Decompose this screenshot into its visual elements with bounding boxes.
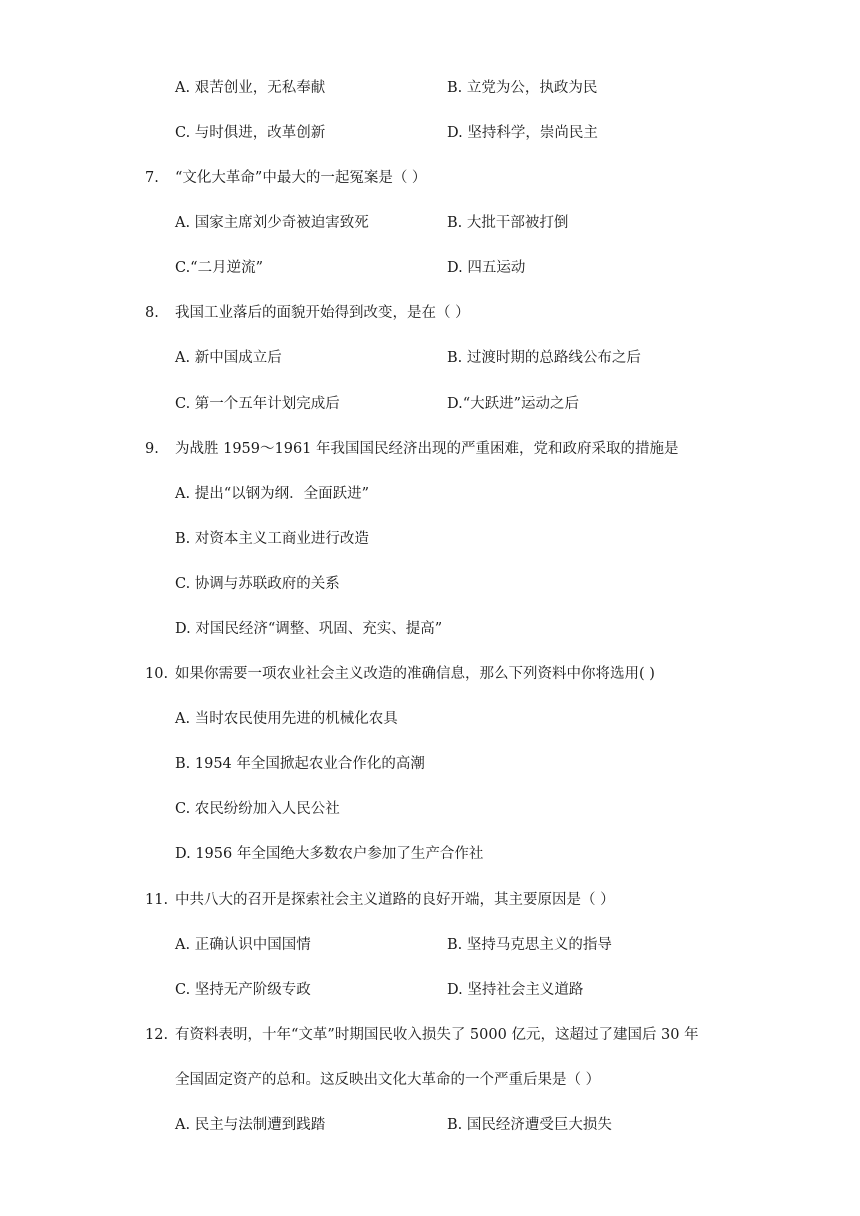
q6-option-b: B. 立党为公，执政为民 <box>447 80 598 96</box>
q7-number: 7. <box>145 170 159 186</box>
q6-option-a: A. 艰苦创业，无私奉献 <box>175 80 326 96</box>
q10-option-b: B. 1954 年全国掀起农业合作化的高潮 <box>175 756 425 772</box>
q11-stem: 中共八大的召开是探索社会主义道路的良好开端，其主要原因是（ ） <box>175 892 615 908</box>
q10-option-c: C. 农民纷纷加入人民公社 <box>175 801 340 817</box>
q8-option-c: C. 第一个五年计划完成后 <box>175 396 340 412</box>
q11-number: 11. <box>145 892 169 908</box>
q11-option-a: A. 正确认识中国国情 <box>175 937 311 953</box>
q8-option-a: A. 新中国成立后 <box>175 350 282 366</box>
q10-option-d: D. 1956 年全国绝大多数农户参加了生产合作社 <box>175 846 484 862</box>
q11-option-b: B. 坚持马克思主义的指导 <box>447 937 612 953</box>
q12-number: 12. <box>145 1027 169 1043</box>
q6-option-d: D. 坚持科学，崇尚民主 <box>447 125 598 141</box>
q7-option-a: A. 国家主席刘少奇被迫害致死 <box>175 215 369 231</box>
q7-stem: “文化大革命”中最大的一起冤案是（ ） <box>175 170 427 186</box>
q10-option-a: A. 当时农民使用先进的机械化农具 <box>175 711 398 727</box>
q12-option-a: A. 民主与法制遭到践踏 <box>175 1117 326 1133</box>
q7-option-d: D. 四五运动 <box>447 260 526 276</box>
q8-number: 8. <box>145 305 159 321</box>
q7-option-c: C.“二月逆流” <box>175 260 264 276</box>
q9-option-a: A. 提出“以钢为纲．全面跃进” <box>175 486 370 502</box>
q11-option-d: D. 坚持社会主义道路 <box>447 982 584 998</box>
q12-stem-line-2: 全国固定资产的总和。这反映出文化大革命的一个严重后果是（ ） <box>175 1072 601 1088</box>
q8-stem: 我国工业落后的面貌开始得到改变，是在（ ） <box>175 305 470 321</box>
q12-stem-line-1: 有资料表明，十年“文革”时期国民收入损失了 5000 亿元，这超过了建国后 30 年 <box>175 1027 699 1043</box>
q9-option-c: C. 协调与苏联政府的关系 <box>175 576 340 592</box>
q9-number: 9. <box>145 441 159 457</box>
q7-option-b: B. 大批干部被打倒 <box>447 215 569 231</box>
q6-option-c: C. 与时俱进，改革创新 <box>175 125 326 141</box>
q9-option-b: B. 对资本主义工商业进行改造 <box>175 531 369 547</box>
q10-number: 10. <box>145 666 169 682</box>
q10-stem: 如果你需要一项农业社会主义改造的准确信息，那么下列资料中你将选用( ) <box>175 666 655 682</box>
q12-option-b: B. 国民经济遭受巨大损失 <box>447 1117 612 1133</box>
q9-option-d: D. 对国民经济“调整、巩固、充实、提高” <box>175 621 443 637</box>
q9-stem: 为战胜 1959～1961 年我国国民经济出现的严重困难，党和政府采取的措施是 <box>175 441 679 457</box>
q11-option-c: C. 坚持无产阶级专政 <box>175 982 311 998</box>
q8-option-b: B. 过渡时期的总路线公布之后 <box>447 350 641 366</box>
q8-option-d: D.“大跃进”运动之后 <box>447 396 580 412</box>
